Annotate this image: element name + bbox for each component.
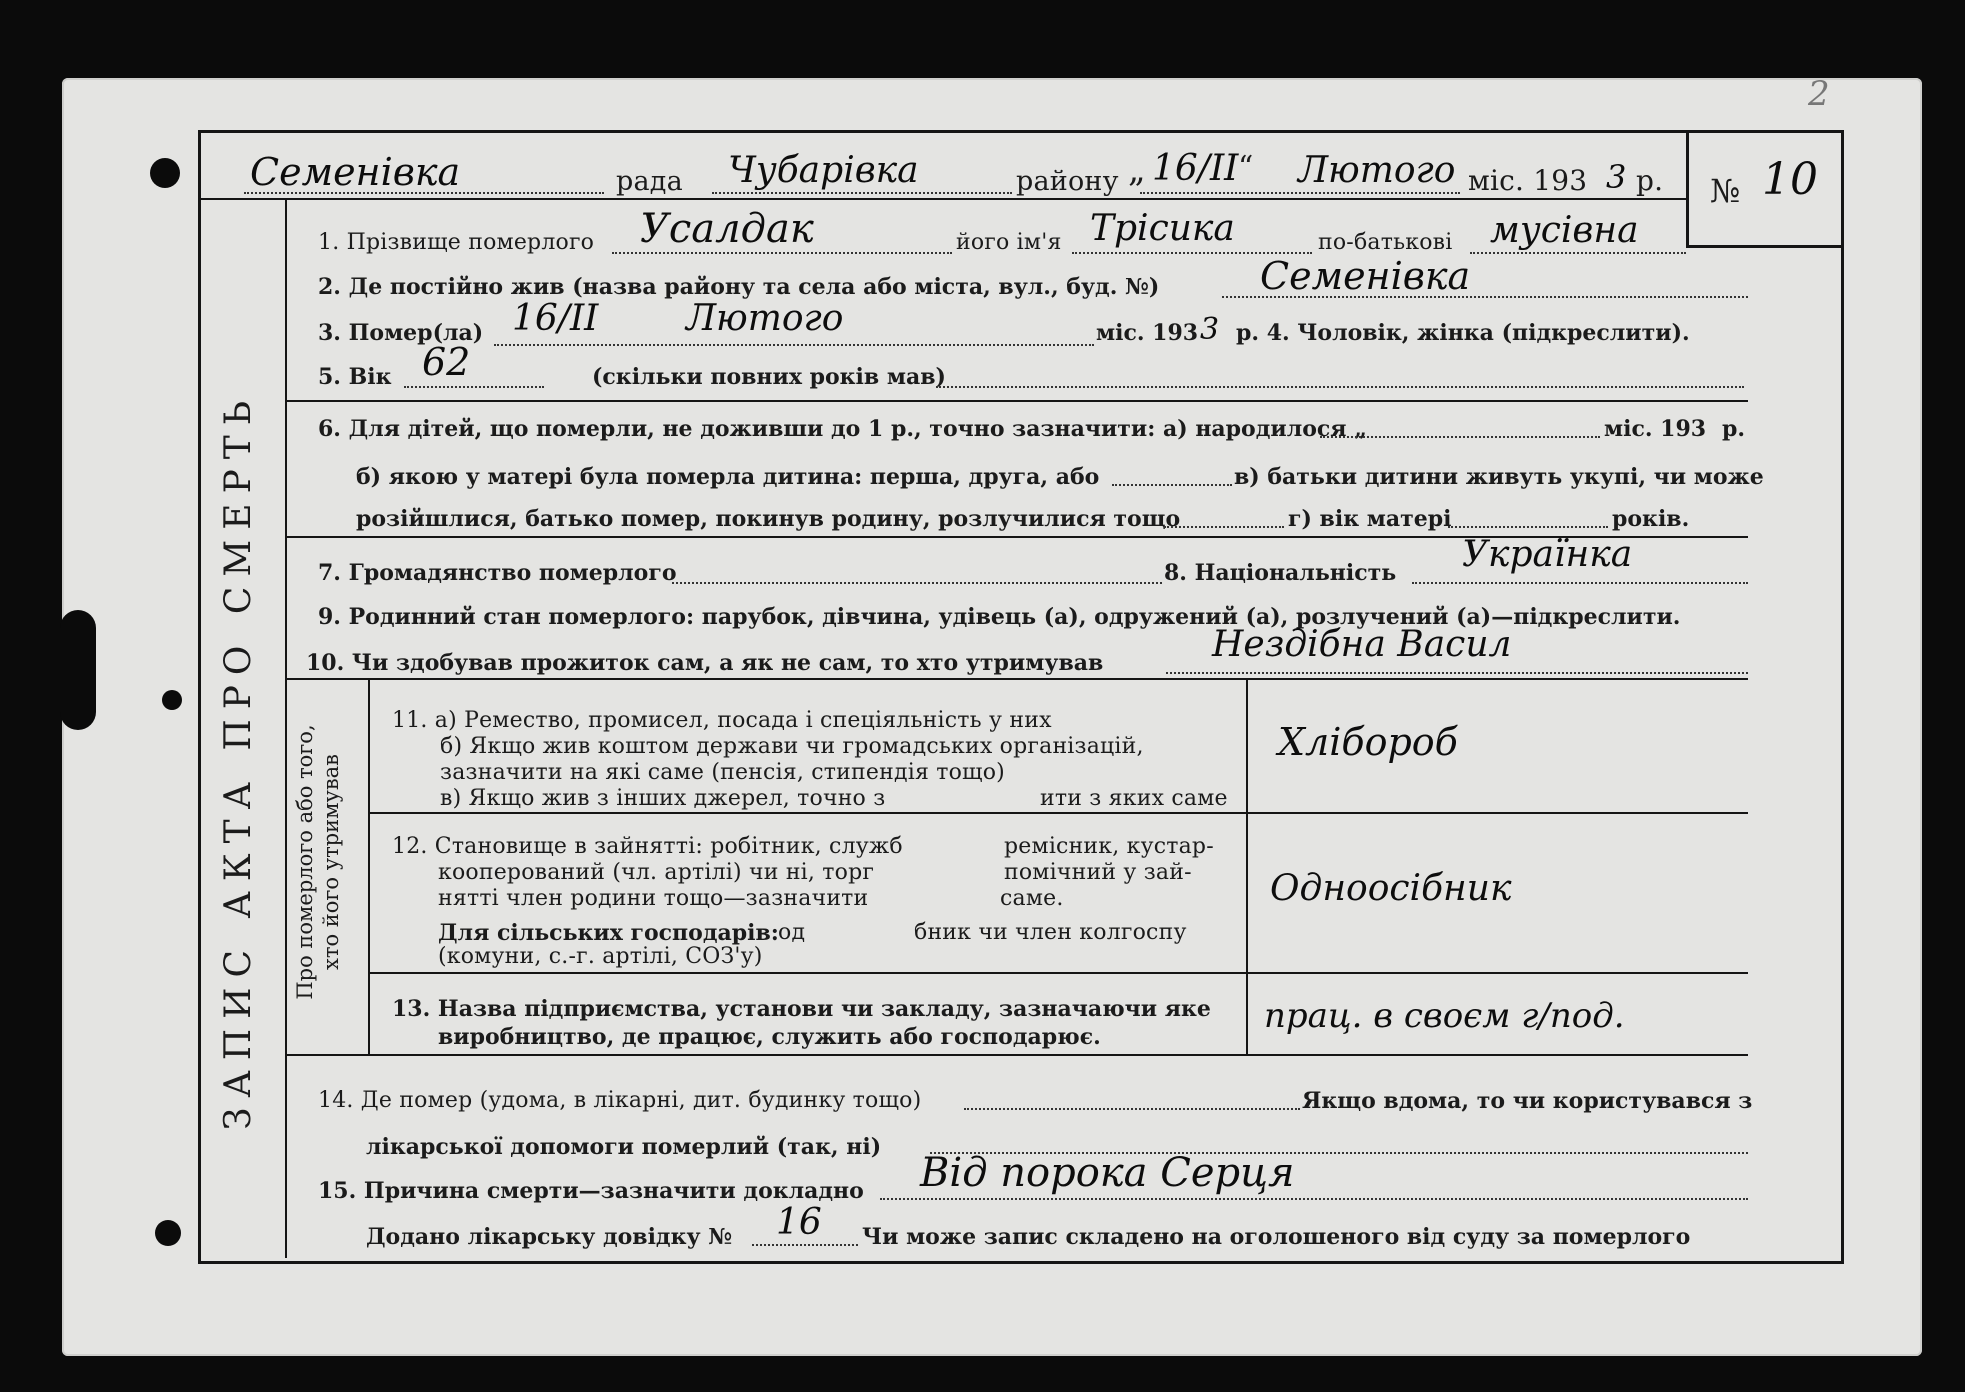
row6-line1-mis: міс. 193 <box>1604 416 1707 442</box>
row6-line3c: років. <box>1612 506 1690 532</box>
district-dotline <box>712 192 1012 194</box>
row6-line3-dotline2 <box>1448 526 1608 528</box>
row13-line2: виробництво, де працює, служить або господарює. <box>438 1024 1101 1050</box>
cause-of-death-handwritten: Від порока Серця <box>920 1150 1295 1196</box>
row13-line1: 13. Назва підприємства, установи чи закладу, зазначаючи яке <box>392 996 1211 1022</box>
employment-status-handwritten: Одноосібник <box>1270 868 1512 909</box>
corner-mark: 2 <box>1808 74 1830 114</box>
row5-label: 5. Вік <box>318 364 392 390</box>
workplace-handwritten: прац. в своєм г/под. <box>1264 996 1625 1036</box>
side-title: ЗАПИС АКТА ПРО СМЕРТЬ <box>218 390 259 1130</box>
row9-label: 9. Родинний стан померлого: парубок, дівчина, удівець (а), одружений (а), розлучений (а)—підкреслити. <box>318 604 1681 630</box>
row5-tail: (скільки повних років мав) <box>592 364 946 390</box>
row5-dotline <box>936 386 1744 388</box>
residence-dotline <box>1222 296 1748 298</box>
cause-dotline <box>880 1198 1748 1200</box>
row15-label: 15. Причина смерти—зазначити докладно <box>318 1178 864 1204</box>
patronymic-handwritten: мусівна <box>1490 210 1639 251</box>
number-label: № <box>1710 172 1741 210</box>
surname-handwritten: Усалдак <box>640 206 814 252</box>
row11-line4: в) Якщо жив з інших джерел, точно з <box>440 786 886 811</box>
row16-label: Додано лікарську довідку № <box>366 1224 733 1250</box>
nationality-handwritten: Українка <box>1462 534 1633 575</box>
side-subtitle-line1: Про померлого або того, <box>293 724 317 1000</box>
row1-label: 1. Прізвище померлого <box>318 230 595 255</box>
first-name-handwritten: Трісика <box>1090 208 1235 249</box>
citizenship-dotline <box>672 582 1162 584</box>
punch-hole <box>162 690 182 710</box>
row11-line1: 11. а) Ремество, промисел, посада і спеціяльність у них <box>392 708 1052 733</box>
header-year-digit-handwritten: 3 <box>1606 158 1627 196</box>
punch-hole <box>60 610 96 730</box>
age-dotline <box>404 386 544 388</box>
table-row11-divider <box>368 812 1748 814</box>
row1-name-label: його ім'я <box>956 230 1062 255</box>
side-subtitle-line2: хто його утримував <box>319 754 343 971</box>
row6-line3b: г) вік матері <box>1288 506 1452 532</box>
row12-line3: нятті член родини тощо—зазначити <box>438 886 869 911</box>
row12-line3b: саме. <box>1000 886 1064 911</box>
table-row12-divider <box>368 972 1748 974</box>
death-month-handwritten: Лютого <box>686 298 844 339</box>
date-close-quote: “ <box>1238 150 1254 185</box>
row12-line1b: ремісник, кустар- <box>1004 834 1214 859</box>
age-handwritten: 62 <box>422 340 471 384</box>
punch-hole <box>155 1220 181 1246</box>
header-line <box>198 198 1686 200</box>
row6-line3-dotline1 <box>1164 526 1284 528</box>
row6-line1: 6. Для дітей, що померли, не доживши до 1 р., точно зазначити: а) народилося „ <box>318 416 1367 442</box>
row6-born-dotline <box>1320 436 1600 438</box>
row14-line2: лікарської допомоги померлий (так, ні) <box>366 1134 882 1160</box>
header-day-handwritten: 16/ІІ <box>1152 148 1239 189</box>
row3-label: 3. Помер(ла) <box>318 320 484 346</box>
rada-label: рада <box>616 166 683 197</box>
header-month-handwritten: Лютого <box>1298 150 1456 191</box>
death-date-dotline <box>494 344 1094 346</box>
row3-tail: р. 4. Чоловік, жінка (підкреслити). <box>1236 320 1690 346</box>
table-mid-line <box>1246 678 1248 1054</box>
certificate-number-handwritten: 16 <box>776 1202 822 1243</box>
raionu-label: району <box>1016 166 1119 197</box>
header-r: р. <box>1636 164 1664 197</box>
row11-line2: б) Якщо жив коштом держави чи громадських організацій, <box>440 734 1144 759</box>
supporter-handwritten: Нездібна Васил <box>1212 624 1512 665</box>
surname-dotline <box>612 252 952 254</box>
death-year-digit-handwritten: 3 <box>1200 312 1220 347</box>
row12-line2: кооперований (чл. артілі) чи ні, торг <box>438 860 875 885</box>
inner-left-border <box>285 200 287 1258</box>
death-place-dotline <box>964 1108 1300 1110</box>
certificate-dotline <box>752 1244 858 1246</box>
table-left-line <box>368 678 370 1054</box>
record-number-handwritten: 10 <box>1762 154 1818 205</box>
row10-label: 10. Чи здобував прожиток сам, а як не сам, то хто утримував <box>306 650 1104 676</box>
council-dotline <box>244 192 604 194</box>
occupation-handwritten: Хлібороб <box>1278 720 1458 764</box>
row14-line1b: Якщо вдома, то чи користувався з <box>1302 1088 1753 1114</box>
row6-line2b: в) батьки дитини живуть укупі, чи може <box>1234 464 1764 490</box>
row7-label: 7. Громадянство померлого <box>318 560 677 586</box>
row12-line2b: помічний у зай- <box>1004 860 1192 885</box>
nationality-dotline <box>1412 582 1748 584</box>
residence-handwritten: Семенівка <box>1260 254 1471 298</box>
row11-line3: зазначити на які саме (пенсія, стипендія тощо) <box>440 760 1005 785</box>
row12-line4c: бник чи член колгоспу <box>914 920 1187 945</box>
row1-patronymic-label: по-батькові <box>1318 230 1453 255</box>
row16-tail: Чи може запис складено на оголошеного від суду за померлого <box>862 1224 1691 1250</box>
row6-line2-dotline <box>1112 484 1232 486</box>
row6-line2a: б) якою у матері була померла дитина: перша, друга, або <box>356 464 1100 490</box>
side-subtitle <box>292 692 344 1032</box>
row12-line4a: Для сільських господарів: <box>438 920 779 946</box>
row12-line5: (комуни, с.-г. артілі, СОЗ'у) <box>438 944 763 969</box>
row8-label: 8. Національність <box>1164 560 1397 586</box>
death-day-handwritten: 16/ІІ <box>512 298 599 339</box>
row2-label: 2. Де постійно жив (назва району та села або міста, вул., буд. №) <box>318 274 1160 300</box>
district-handwritten: Чубарівка <box>728 150 919 191</box>
supporter-dotline <box>1166 672 1748 674</box>
row6-line3a: розійшлися, батько помер, покинув родину, розлучилися тощо <box>356 506 1181 532</box>
row12-line1: 12. Становище в зайнятті: робітник, служб <box>392 834 903 859</box>
row6-line1-r: р. <box>1722 416 1746 442</box>
row3-mis: міс. 193 <box>1096 320 1199 346</box>
table-top-line <box>285 678 1748 680</box>
council-handwritten: Семенівка <box>250 150 461 194</box>
table-bottom-line <box>285 1054 1748 1056</box>
month-dotline <box>1140 192 1460 194</box>
row12-line4b: од <box>778 920 806 945</box>
header-mis: міс. 193 <box>1468 164 1588 197</box>
section-divider-1 <box>285 400 1748 402</box>
row11-line4b: ити з яких саме <box>1040 786 1228 811</box>
date-open-quote: „ <box>1128 150 1146 190</box>
punch-hole <box>150 158 180 188</box>
patronymic-dotline <box>1470 252 1686 254</box>
row14-line1a: 14. Де помер (удома, в лікарні, дит. будинку тощо) <box>318 1088 922 1113</box>
